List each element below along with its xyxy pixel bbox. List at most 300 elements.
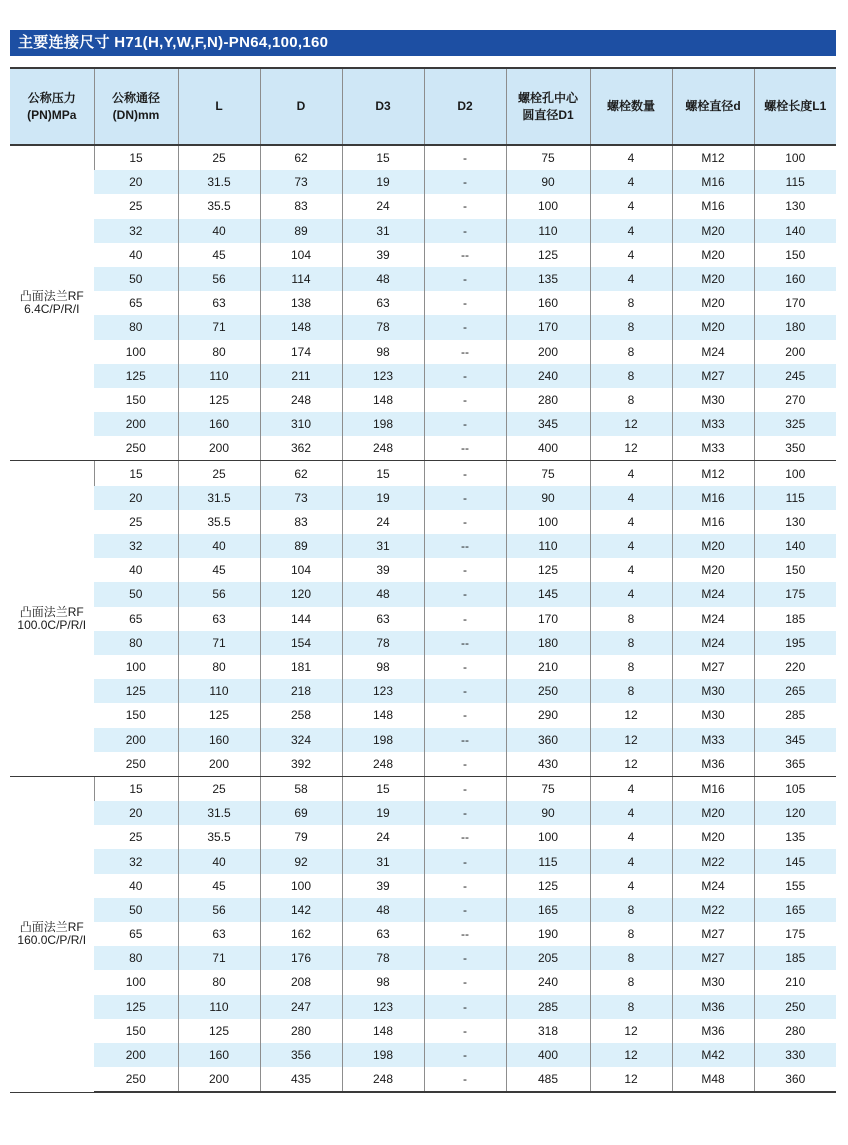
pressure-group-label xyxy=(10,461,94,776)
table-cell: 4 xyxy=(590,849,672,873)
table-cell: 430 xyxy=(506,752,590,777)
table-cell: 138 xyxy=(260,291,342,315)
table-cell: 75 xyxy=(506,461,590,486)
table-cell: 4 xyxy=(590,267,672,291)
table-cell: 98 xyxy=(342,970,424,994)
table-cell: M36 xyxy=(672,1019,754,1043)
table-cell: 125 xyxy=(506,243,590,267)
table-cell: 65 xyxy=(129,927,143,942)
table-cell: 130 xyxy=(754,194,836,218)
table-cell: 220 xyxy=(754,655,836,679)
table-cell: 110 xyxy=(178,679,260,703)
table-cell: - xyxy=(424,703,506,727)
table-cell: 15 xyxy=(94,145,178,170)
table-cell: 73 xyxy=(260,170,342,194)
table-cell: 318 xyxy=(506,1019,590,1043)
column-header-text: 螺栓数量 xyxy=(606,99,655,113)
table-cell: 15 xyxy=(342,776,424,801)
table-cell: 110 xyxy=(506,534,590,558)
table-cell: 205 xyxy=(506,946,590,970)
table-cell: 365 xyxy=(754,752,836,777)
table-cell: 130 xyxy=(754,510,836,534)
table-cell: 48 xyxy=(342,582,424,606)
pressure-group-label-text: 100.0C/P/R/I xyxy=(17,617,87,632)
table-cell: 50 xyxy=(94,267,178,291)
column-header xyxy=(94,68,178,145)
table-cell: 4 xyxy=(590,243,672,267)
table-cell: 135 xyxy=(506,267,590,291)
table-cell: -- xyxy=(424,631,506,655)
table-cell: 162 xyxy=(260,922,342,946)
table-cell: 250 xyxy=(506,679,590,703)
table-cell: 8 xyxy=(590,970,672,994)
table-cell: M20 xyxy=(672,291,754,315)
table-cell: 176 xyxy=(260,946,342,970)
table-cell: 12 xyxy=(590,412,672,436)
table-cell: -- xyxy=(424,922,506,946)
table-cell: 160 xyxy=(178,1043,260,1067)
table-cell: 247 xyxy=(260,995,342,1019)
table-cell: 135 xyxy=(754,825,836,849)
table-cell: 100 xyxy=(125,975,146,990)
table-cell: M24 xyxy=(672,340,754,364)
table-cell: 100 xyxy=(125,344,146,359)
table-cell: 155 xyxy=(754,874,836,898)
table-cell: 90 xyxy=(506,801,590,825)
table-cell: M16 xyxy=(672,486,754,510)
table-cell: 78 xyxy=(342,946,424,970)
table-cell: 31 xyxy=(342,219,424,243)
table-row xyxy=(10,898,836,922)
table-cell: 35.5 xyxy=(178,825,260,849)
table-cell: M16 xyxy=(672,170,754,194)
table-cell: 4 xyxy=(590,461,672,486)
pressure-group-label-text: 6.4C/P/R/I xyxy=(24,302,80,317)
table-cell: 62 xyxy=(260,461,342,486)
column-header-text: 公称压力 xyxy=(27,90,76,105)
table-cell: 198 xyxy=(342,1043,424,1067)
table-cell: 56 xyxy=(178,898,260,922)
table-cell: 32 xyxy=(94,219,178,243)
table-cell: M20 xyxy=(672,825,754,849)
table-cell: 180 xyxy=(506,631,590,655)
table-row xyxy=(10,1043,836,1067)
table-cell: 248 xyxy=(342,1067,424,1092)
table-row xyxy=(10,631,836,655)
table-cell: 258 xyxy=(260,703,342,727)
table-cell: 148 xyxy=(342,388,424,412)
table-cell: 211 xyxy=(260,364,342,388)
pressure-group-label-text: 凸面法兰RF xyxy=(19,920,84,935)
table-cell: 4 xyxy=(590,776,672,801)
table-cell: 248 xyxy=(260,388,342,412)
table-cell: M48 xyxy=(672,1067,754,1092)
table-cell: M36 xyxy=(672,995,754,1019)
column-header xyxy=(590,68,672,145)
table-cell: 210 xyxy=(506,655,590,679)
table-cell: M20 xyxy=(672,267,754,291)
table-cell: 185 xyxy=(754,607,836,631)
table-row xyxy=(10,534,836,558)
table-cell: - xyxy=(424,801,506,825)
table-cell: 104 xyxy=(260,243,342,267)
table-row xyxy=(10,801,836,825)
table-cell: M12 xyxy=(672,461,754,486)
table-cell: 150 xyxy=(125,1023,146,1038)
table-cell: 142 xyxy=(260,898,342,922)
table-cell: 248 xyxy=(342,752,424,777)
table-cell: 80 xyxy=(94,631,178,655)
pressure-group-label xyxy=(10,776,94,1092)
table-cell: 25 xyxy=(178,776,260,801)
table-cell: 310 xyxy=(260,412,342,436)
table-cell: 4 xyxy=(590,825,672,849)
column-header-text: 公称通径 xyxy=(111,90,160,105)
table-row xyxy=(10,728,836,752)
table-row xyxy=(10,1067,836,1092)
table-cell: 8 xyxy=(590,388,672,412)
table-cell: 39 xyxy=(342,243,424,267)
table-cell: M33 xyxy=(672,412,754,436)
table-row xyxy=(10,679,836,703)
table-cell: -- xyxy=(424,436,506,461)
table-cell: M27 xyxy=(672,922,754,946)
table-cell: -- xyxy=(424,243,506,267)
table-cell: - xyxy=(424,194,506,218)
table-cell: 15 xyxy=(94,776,178,801)
table-cell: 19 xyxy=(342,486,424,510)
table-cell: 58 xyxy=(260,776,342,801)
table-cell: 15 xyxy=(342,145,424,170)
table-cell: 123 xyxy=(342,679,424,703)
table-cell: 144 xyxy=(260,607,342,631)
table-row xyxy=(10,291,836,315)
table-cell: 285 xyxy=(754,703,836,727)
table-cell: - xyxy=(424,219,506,243)
column-header xyxy=(424,68,506,145)
table-cell: 170 xyxy=(506,607,590,631)
table-cell: 12 xyxy=(590,1043,672,1067)
table-cell: M12 xyxy=(672,145,754,170)
column-header xyxy=(178,68,260,145)
table-cell: 324 xyxy=(260,728,342,752)
table-cell: - xyxy=(424,776,506,801)
table-cell: M27 xyxy=(672,364,754,388)
table-row xyxy=(10,510,836,534)
column-header-text: 螺栓长度L1 xyxy=(764,99,827,113)
table-row xyxy=(10,194,836,218)
table-cell: 174 xyxy=(260,340,342,364)
table-cell: 200 xyxy=(178,752,260,777)
table-cell: 100 xyxy=(506,825,590,849)
table-row xyxy=(10,776,836,801)
table-cell: 25 xyxy=(178,461,260,486)
table-row xyxy=(10,461,836,486)
table-cell: 115 xyxy=(506,849,590,873)
table-cell: M16 xyxy=(672,510,754,534)
table-cell: 150 xyxy=(125,708,146,723)
table-cell: 4 xyxy=(590,534,672,558)
table-cell: M33 xyxy=(672,728,754,752)
table-row xyxy=(10,922,836,946)
table-cell: 32 xyxy=(94,534,178,558)
table-cell: 78 xyxy=(342,315,424,339)
table-cell: 75 xyxy=(506,776,590,801)
table-cell: 350 xyxy=(754,436,836,461)
table-row xyxy=(10,267,836,291)
column-header-text: (PN)MPa xyxy=(27,107,77,122)
table-cell: 19 xyxy=(342,801,424,825)
table-cell: 98 xyxy=(342,340,424,364)
table-cell: 110 xyxy=(178,364,260,388)
table-cell: 150 xyxy=(754,243,836,267)
table-cell: 200 xyxy=(754,340,836,364)
table-body xyxy=(10,145,836,1092)
table-cell: 4 xyxy=(590,558,672,582)
table-cell: 100 xyxy=(260,874,342,898)
table-cell: 39 xyxy=(342,558,424,582)
table-cell: 250 xyxy=(94,1067,178,1092)
table-cell: M24 xyxy=(672,631,754,655)
table-cell: 31 xyxy=(342,849,424,873)
table-cell: - xyxy=(424,995,506,1019)
table-cell: 8 xyxy=(590,946,672,970)
column-header-text: D xyxy=(296,99,306,113)
table-cell: 190 xyxy=(506,922,590,946)
column-header xyxy=(506,68,590,145)
table-cell: 125 xyxy=(178,1019,260,1043)
table-cell: 218 xyxy=(260,679,342,703)
table-cell: 100 xyxy=(506,510,590,534)
table-cell: 71 xyxy=(178,946,260,970)
table-cell: - xyxy=(424,486,506,510)
table-cell: 165 xyxy=(754,898,836,922)
table-cell: 80 xyxy=(94,315,178,339)
table-cell: - xyxy=(424,607,506,631)
table-cell: 92 xyxy=(260,849,342,873)
table-cell: - xyxy=(424,461,506,486)
table-cell: 270 xyxy=(754,388,836,412)
table-cell: - xyxy=(424,364,506,388)
table-cell: 90 xyxy=(506,170,590,194)
column-header-text: (DN)mm xyxy=(112,107,160,122)
pressure-group-label-text: 160.0C/P/R/I xyxy=(17,933,87,948)
table-cell: 25 xyxy=(129,199,143,214)
table-cell: M16 xyxy=(672,194,754,218)
table-cell: 195 xyxy=(754,631,836,655)
table-cell: M20 xyxy=(672,315,754,339)
table-cell: 31.5 xyxy=(178,486,260,510)
table-cell: 280 xyxy=(754,1019,836,1043)
column-header-text: 圆直径D1 xyxy=(522,107,574,122)
table-cell: 4 xyxy=(590,145,672,170)
table-cell: 250 xyxy=(94,436,178,461)
table-cell: 12 xyxy=(590,436,672,461)
table-cell: 170 xyxy=(506,315,590,339)
table-cell: 25 xyxy=(178,145,260,170)
table-row xyxy=(10,219,836,243)
table-cell: - xyxy=(424,1043,506,1067)
table-cell: 63 xyxy=(178,291,260,315)
table-row xyxy=(10,946,836,970)
table-cell: -- xyxy=(424,728,506,752)
table-cell: 181 xyxy=(260,655,342,679)
table-cell: 125 xyxy=(94,364,178,388)
table-cell: - xyxy=(424,510,506,534)
table-cell: 114 xyxy=(260,267,342,291)
table-cell: 20 xyxy=(94,170,178,194)
table-cell: 145 xyxy=(506,582,590,606)
table-cell: M30 xyxy=(672,388,754,412)
table-cell: 105 xyxy=(754,776,836,801)
table-cell: 8 xyxy=(590,315,672,339)
table-cell: 24 xyxy=(342,194,424,218)
table-cell: M24 xyxy=(672,874,754,898)
table-cell: 62 xyxy=(260,145,342,170)
table-cell: 50 xyxy=(94,898,178,922)
table-cell: 485 xyxy=(506,1067,590,1092)
table-cell: 198 xyxy=(342,728,424,752)
table-cell: 80 xyxy=(94,946,178,970)
table-cell: M22 xyxy=(672,898,754,922)
table-cell: 56 xyxy=(178,582,260,606)
table-cell: 45 xyxy=(178,558,260,582)
table-cell: 89 xyxy=(260,219,342,243)
table-cell: 80 xyxy=(178,340,260,364)
table-cell: M20 xyxy=(672,801,754,825)
table-cell: 71 xyxy=(178,631,260,655)
table-cell: 125 xyxy=(506,558,590,582)
table-cell: 362 xyxy=(260,436,342,461)
table-cell: -- xyxy=(424,534,506,558)
table-cell: 140 xyxy=(754,219,836,243)
table-cell: 48 xyxy=(342,898,424,922)
table-cell: 25 xyxy=(129,830,143,845)
table-cell: M36 xyxy=(672,752,754,777)
table-cell: 100 xyxy=(125,660,146,675)
table-cell: 198 xyxy=(342,412,424,436)
table-cell: 115 xyxy=(754,486,836,510)
table-cell: 31.5 xyxy=(178,170,260,194)
table-cell: 100 xyxy=(754,145,836,170)
table-cell: 8 xyxy=(590,679,672,703)
table-cell: 8 xyxy=(590,607,672,631)
table-cell: M16 xyxy=(672,776,754,801)
table-row xyxy=(10,825,836,849)
table-cell: 40 xyxy=(129,247,143,262)
table-cell: 8 xyxy=(590,922,672,946)
table-cell: - xyxy=(424,679,506,703)
table-cell: 12 xyxy=(590,728,672,752)
table-cell: 248 xyxy=(342,436,424,461)
table-cell: 125 xyxy=(506,874,590,898)
table-cell: 200 xyxy=(178,436,260,461)
table-cell: 325 xyxy=(754,412,836,436)
dimension-table xyxy=(10,67,836,1093)
table-cell: 89 xyxy=(260,534,342,558)
table-cell: 125 xyxy=(178,388,260,412)
table-cell: 20 xyxy=(94,486,178,510)
table-cell: M20 xyxy=(672,534,754,558)
table-cell: 83 xyxy=(260,510,342,534)
table-cell: 245 xyxy=(754,364,836,388)
table-row xyxy=(10,582,836,606)
table-cell: - xyxy=(424,849,506,873)
table-cell: 200 xyxy=(94,1043,178,1067)
table-cell: 125 xyxy=(94,679,178,703)
table-cell: M42 xyxy=(672,1043,754,1067)
table-row xyxy=(10,170,836,194)
table-cell: 90 xyxy=(506,486,590,510)
table-cell: 125 xyxy=(94,995,178,1019)
table-cell: 360 xyxy=(506,728,590,752)
table-row xyxy=(10,243,836,267)
column-header xyxy=(754,68,836,145)
column-header xyxy=(342,68,424,145)
table-cell: M24 xyxy=(672,607,754,631)
table-cell: 63 xyxy=(178,607,260,631)
table-cell: M33 xyxy=(672,436,754,461)
table-row xyxy=(10,607,836,631)
table-cell: M30 xyxy=(672,703,754,727)
table-cell: - xyxy=(424,558,506,582)
table-cell: - xyxy=(424,267,506,291)
table-cell: 123 xyxy=(342,364,424,388)
table-cell: 31 xyxy=(342,534,424,558)
table-cell: 200 xyxy=(94,728,178,752)
table-cell: 15 xyxy=(342,461,424,486)
table-cell: 208 xyxy=(260,970,342,994)
table-cell: 120 xyxy=(260,582,342,606)
table-cell: -- xyxy=(424,340,506,364)
table-cell: 175 xyxy=(754,922,836,946)
table-cell: 150 xyxy=(125,392,146,407)
dimension-table-container xyxy=(10,67,836,1093)
table-cell: 4 xyxy=(590,219,672,243)
table-row xyxy=(10,849,836,873)
table-cell: 25 xyxy=(129,514,143,529)
table-cell: 115 xyxy=(754,170,836,194)
table-cell: 39 xyxy=(342,874,424,898)
table-cell: 123 xyxy=(342,995,424,1019)
table-cell: 392 xyxy=(260,752,342,777)
table-cell: 345 xyxy=(506,412,590,436)
table-cell: 40 xyxy=(178,534,260,558)
table-row xyxy=(10,412,836,436)
table-cell: 360 xyxy=(754,1067,836,1092)
table-cell: 12 xyxy=(590,752,672,777)
table-cell: 65 xyxy=(129,611,143,626)
table-cell: 170 xyxy=(754,291,836,315)
table-cell: 435 xyxy=(260,1067,342,1092)
table-cell: - xyxy=(424,388,506,412)
column-header xyxy=(10,68,94,145)
table-cell: 45 xyxy=(178,874,260,898)
table-row xyxy=(10,970,836,994)
table-row xyxy=(10,364,836,388)
table-cell: 35.5 xyxy=(178,194,260,218)
table-cell: 4 xyxy=(590,510,672,534)
table-cell: 148 xyxy=(260,315,342,339)
table-cell: 210 xyxy=(754,970,836,994)
table-cell: 31.5 xyxy=(178,801,260,825)
table-cell: M20 xyxy=(672,243,754,267)
table-cell: M24 xyxy=(672,582,754,606)
table-cell: 78 xyxy=(342,631,424,655)
table-cell: - xyxy=(424,752,506,777)
table-cell: - xyxy=(424,1067,506,1092)
table-cell: 80 xyxy=(178,970,260,994)
